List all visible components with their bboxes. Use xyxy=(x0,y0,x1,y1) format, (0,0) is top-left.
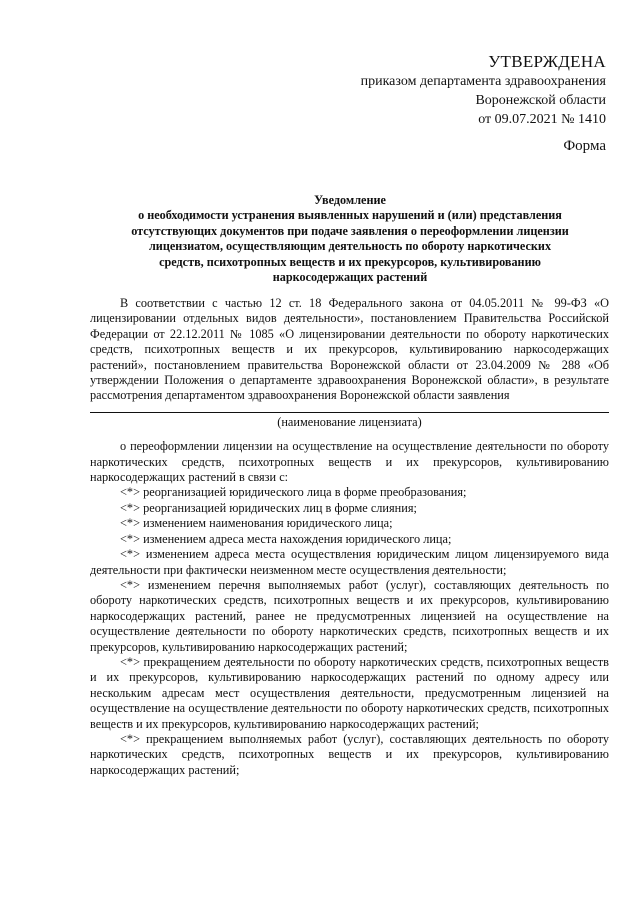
approval-stamp xyxy=(361,52,606,129)
list-item: <*> реорганизацией юридических лиц в форме слияния; xyxy=(120,500,417,515)
approval-date: от 09.07.2021 № 1410 xyxy=(478,112,606,127)
title-line: средств, психотропных веществ и их прекурсоров, культивированию xyxy=(159,254,541,269)
document-body xyxy=(90,296,609,778)
list-item: <*> прекращением выполняемых работ (услуг), составляющих деятельность по обороту наркотических средств, психотропных веществ и их прекурсоров, культивированию наркосодержащих растений; xyxy=(90,731,609,777)
licensee-field xyxy=(90,412,609,430)
title-line: наркосодержащих растений xyxy=(272,270,428,285)
approval-title: УТВЕРЖДЕНА xyxy=(488,52,606,71)
licensee-caption: (наименование лицензиата) xyxy=(277,414,422,429)
title-line: о необходимости устранения выявленных нарушений и (или) представления xyxy=(138,208,562,223)
list-item: <*> реорганизацией юридического лица в форме преобразования; xyxy=(120,485,467,500)
list-item: <*> прекращением деятельности по обороту наркотических средств, психотропных веществ и их прекурсоров, культивированию наркосодержащих растений по одному адресу или нескольким адресам мест осуществления деятельности, предусмотренным лицензией на осуществление на осуществление деятельности по обороту наркотических средств, психотропных веществ и их прекурсоров, культивированию наркосодержащих растений; xyxy=(90,654,609,731)
approval-order: приказом департамента здравоохранения xyxy=(360,74,606,89)
title-line: Уведомление xyxy=(314,193,386,207)
document-title xyxy=(90,193,610,285)
list-item: <*> изменением наименования юридического лица; xyxy=(120,516,393,531)
form-label: Форма xyxy=(563,138,606,154)
list-item: о переоформлении лицензии на осуществление на осуществление деятельности по обороту наркотических средств, психотропных веществ и их прекурсоров, культивированию наркосодержащих растений в связи с: xyxy=(90,439,609,485)
licensee-underline xyxy=(90,412,609,413)
reasons-list xyxy=(90,439,609,778)
list-item: <*> изменением адреса места нахождения юридического лица; xyxy=(120,531,452,546)
intro-paragraph: В соответствии с частью 12 ст. 18 Федерального закона от 04.05.2011 № 99-ФЗ «О лицензировании отдельных видов деятельности», постановлением Правительства Российской Федерации от 22.12.2011 № 1085 «О лицензировании деятельности по обороту наркотических средств, психотропных веществ и их прекурсоров, культивированию наркосодержащих растений», постановлением правительства Воронежской области от 23.04.2009 № 288 «Об утверждении Положения о департаменте здравоохранения Воронежской области», в результате рассмотрения департаментом здравоохранения Воронежской области заявления xyxy=(90,296,609,403)
title-line: отсутствующих документов при подаче заявления о переоформлении лицензии xyxy=(131,223,569,238)
title-line: лицензиатом, осуществляющим деятельность по обороту наркотических xyxy=(148,239,552,254)
list-item: <*> изменением перечня выполняемых работ (услуг), составляющих деятельность по обороту наркотических средств, психотропных веществ и их прекурсоров, культивированию наркосодержащих растений, ранее не предусмотренных лицензией на осуществление на осуществление деятельности по обороту наркотических средств, психотропных веществ и их прекурсоров, культивированию наркосодержащих растений; xyxy=(90,577,609,654)
list-item: <*> изменением адреса места осуществления юридическим лицом лицензируемого вида деятельности при фактически неизменном месте осуществления деятельности; xyxy=(90,547,609,577)
approval-region: Воронежской области xyxy=(475,93,606,108)
